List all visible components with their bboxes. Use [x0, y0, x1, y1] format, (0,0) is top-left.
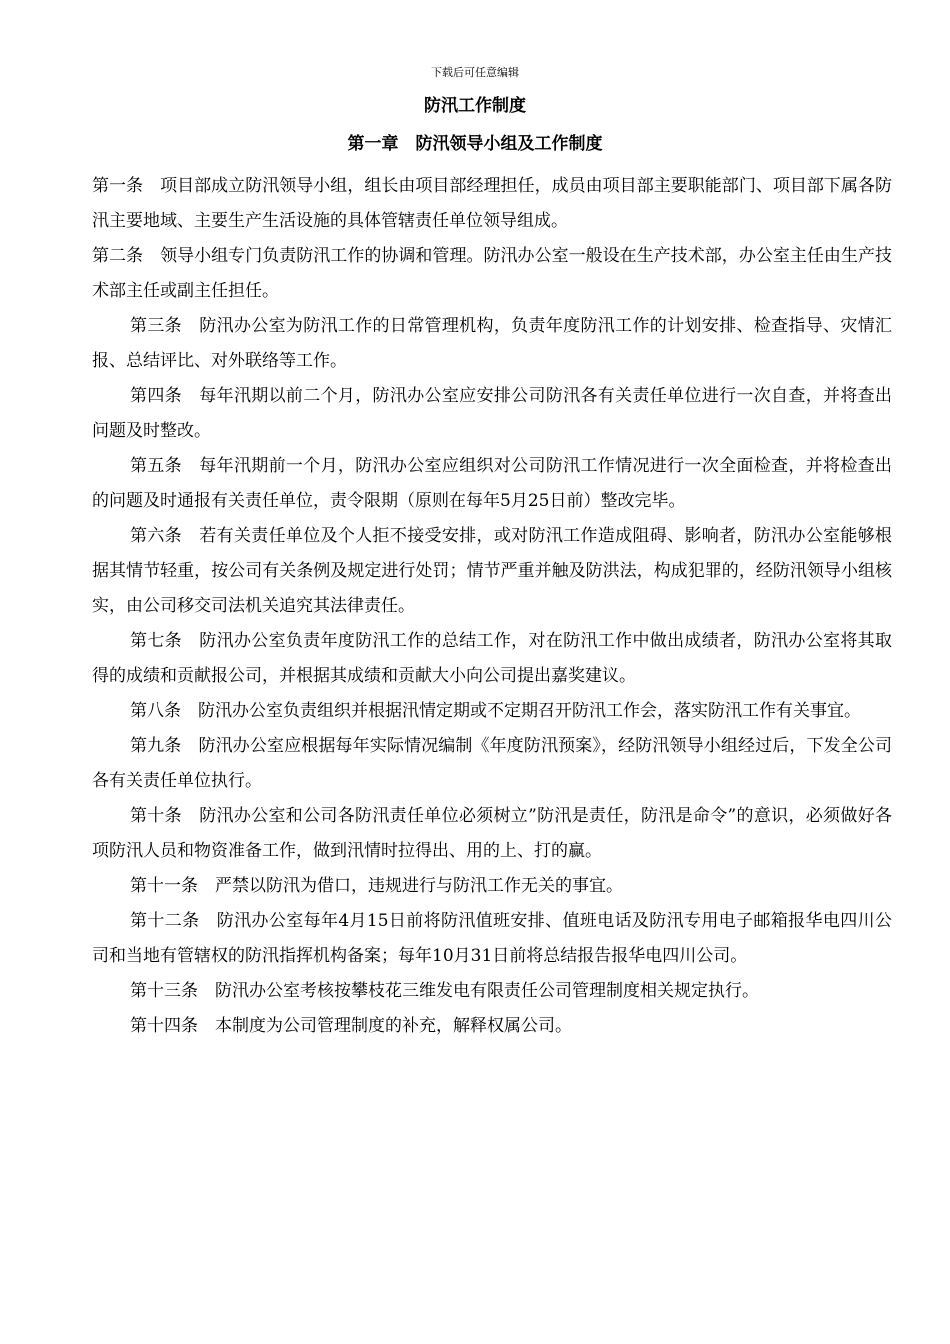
header-note: 下载后可任意编辑	[431, 66, 519, 79]
article-2: 第二条 领导小组专门负责防汛工作的协调和管理。防汛办公室一般设在生产技术部，办公室主任由生产技术部主任或副主任担任。	[92, 246, 892, 301]
article-7: 第七条 防汛办公室负责年度防汛工作的总结工作，对在防汛工作中做出成绩者，防汛办公室将其取得的成绩和贡献报公司，并根据其成绩和贡献大小向公司提出嘉奖建议。	[92, 631, 892, 686]
article-3: 第三条 防汛办公室为防汛工作的日常管理机构，负责年度防汛工作的计划安排、检查指导、灾情汇报、总结评比、对外联络等工作。	[92, 316, 892, 371]
article-11: 第十一条 严禁以防汛为借口，违规进行与防汛工作无关的事宜。	[130, 876, 623, 896]
article-12: 第十二条 防汛办公室每年4月15日前将防汛值班安排、值班电话及防汛专用电子邮箱报华电四川公司和当地有管辖权的防汛指挥机构备案；每年10月31日前将总结报告报华电四川公司。	[92, 911, 892, 966]
article-1: 第一条 项目部成立防汛领导小组，组长由项目部经理担任，成员由项目部主要职能部门、项目部下属各防汛主要地域、主要生产生活设施的具体管辖责任单位领导组成。	[92, 176, 892, 231]
document-title: 防汛工作制度	[424, 96, 526, 116]
article-5: 第五条 每年汛期前一个月，防汛办公室应组织对公司防汛工作情况进行一次全面检查，并将检查出的问题及时通报有关责任单位，责令限期（原则在每年5月25日前）整改完毕。	[92, 456, 892, 511]
chapter-title: 第一章 防汛领导小组及工作制度	[347, 134, 603, 154]
article-6: 第六条 若有关责任单位及个人拒不接受安排，或对防汛工作造成阻碍、影响者，防汛办公室能够根据其情节轻重，按公司有关条例及规定进行处罚；情节严重并触及防洪法，构成犯罪的，经防汛领导小组核实，由公司移交司法机关追究其法律责任。	[92, 526, 892, 616]
article-10: 第十条 防汛办公室和公司各防汛责任单位必须树立”防汛是责任，防汛是命令”的意识，必须做好各项防汛人员和物资准备工作，做到汛情时拉得出、用的上、打的赢。	[92, 806, 892, 861]
article-8: 第八条 防汛办公室负责组织并根据汛情定期或不定期召开防汛工作会，落实防汛工作有关事宜。	[130, 701, 861, 721]
article-9: 第九条 防汛办公室应根据每年实际情况编制《年度防汛预案》，经防汛领导小组经过后，下发全公司各有关责任单位执行。	[92, 736, 892, 791]
article-14: 第十四条 本制度为公司管理制度的补充，解释权属公司。	[130, 1016, 572, 1036]
article-13: 第十三条 防汛办公室考核按攀枝花三维发电有限责任公司管理制度相关规定执行。	[130, 981, 759, 1001]
document-body	[92, 169, 892, 1044]
article-4: 第四条 每年汛期以前二个月，防汛办公室应安排公司防汛各有关责任单位进行一次自查，并将查出问题及时整改。	[92, 386, 892, 441]
